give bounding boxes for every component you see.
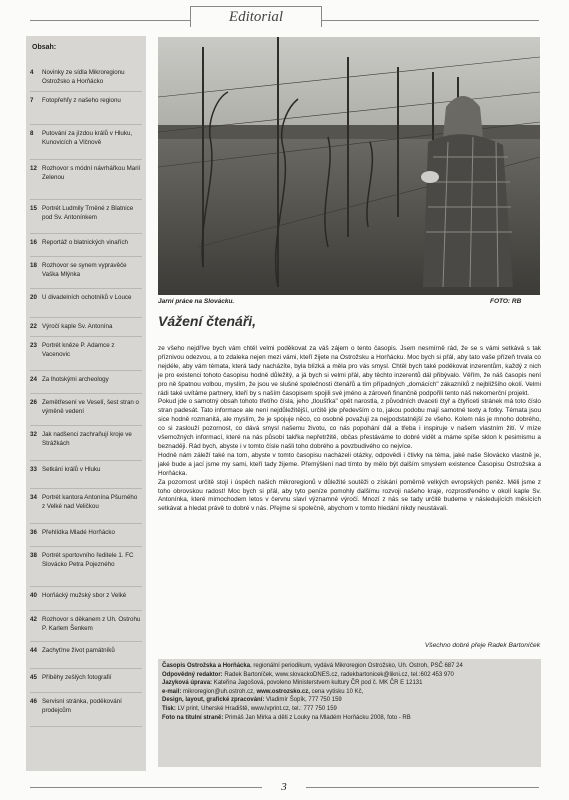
toc-divider — [26, 488, 146, 489]
imprint-label: Časopis Ostrožska a Horňácka — [162, 663, 251, 669]
toc-entry-text: Rozhovor se synem vypravěče Vaška Mlýnka — [42, 262, 127, 278]
toc-page-number: 45 — [30, 674, 37, 681]
vineyard-photo — [158, 37, 540, 295]
imprint-label: Tisk: — [162, 705, 176, 712]
toc-page-number: 46 — [30, 698, 37, 705]
imprint-label: e-mail: — [162, 688, 182, 695]
toc-divider — [26, 610, 146, 611]
toc-divider — [26, 199, 146, 200]
toc-page-number: 44 — [30, 647, 37, 654]
toc-divider — [26, 159, 146, 160]
toc-page-number: 26 — [30, 399, 37, 406]
toc-page-number: 40 — [30, 592, 37, 599]
toc-entry-text: U divadelních ochotníků v Louce — [42, 294, 132, 301]
imprint-text: Kateřina Jagošová, povoleno Ministerstvem kultury ČR pod č. MK ČR E 12131 — [212, 680, 423, 687]
imprint-text: Vladimír Šopík, 777 750 159 — [264, 697, 342, 704]
page-header — [0, 0, 569, 30]
toc-entry-text: Za lhotskými archeology — [42, 376, 109, 383]
toc-divider — [26, 425, 146, 426]
toc-divider — [26, 317, 146, 318]
toc-divider — [26, 523, 146, 524]
toc-divider — [26, 336, 146, 337]
imprint-text: , regionální periodikum, vydává Mikroregion Ostrožsko, Uh. Ostroh, PSČ 687 24 — [250, 663, 463, 669]
imprint-text: LV print, Uherské Hradiště, www.lvprint.cz, tel.: 777 750 159 — [175, 705, 337, 712]
toc-page-number: 4 — [30, 69, 34, 76]
toc-page-number: 33 — [30, 466, 37, 473]
toc-divider — [26, 124, 146, 125]
header-tab — [190, 6, 322, 27]
page-footer — [0, 778, 569, 798]
paragraph: Hodně nám záleží také na tom, abyste v tomto časopisu nacházeli otázky, odpovědi i čtivky na téma, jaké naše Slovácko vlastně je, jaké bude a jací jsme my sami, kteří tady žijeme. Přemýšlení nad tímto by mělo být dalším smyslem existence Časopisu Ostrožska a Horňácka. — [158, 451, 541, 477]
toc-entry-text: Horňácký mužský sbor z Velké — [42, 592, 127, 599]
toc-entry-text: Portrét Ludmily Trněné z Blatnice pod Sv. Antonínkem — [42, 205, 134, 221]
imprint-text: mikroregion@uh.ostroh.cz, — [181, 688, 255, 695]
toc-entry-text: Zemětřesení ve Veselí, šest stran o výměně vedení — [42, 399, 139, 415]
toc-entry-text: Jak nadšenci zachraňují kroje ve Strážkách — [42, 431, 132, 447]
toc-entry-text: Zachyťme život památníků — [42, 647, 115, 654]
toc-entry-text: Portrét kantora Antonína Pšurného z Velké nad Veličkou — [42, 494, 138, 510]
toc-page-number: 7 — [30, 97, 34, 104]
imprint-label: Design, layout, grafické zpracování: — [162, 697, 265, 704]
toc-divider — [26, 256, 146, 257]
toc-page-number: 22 — [30, 323, 37, 330]
toc-page-number: 34 — [30, 494, 37, 501]
toc-entry-text: Přehlídka Mladé Horňácko — [42, 529, 115, 536]
toc-entry-text: Příběhy zešlých fotografií — [42, 674, 112, 681]
toc-page-number: 36 — [30, 529, 37, 536]
toc-entry-text: Portrét sportovního ředitele 1. FC Slovácko Petra Pojezného — [42, 552, 134, 568]
toc-divider — [26, 546, 146, 547]
paragraph: ze všeho nejdříve bych vám chtěl velmi poděkovat za váš zájem o tento časopis. Jsem nesmírně rád, že se s vámi setkává s tak příznivou odezvou, a to zdaleka nejen mezi vámi, kteří žijete na Ostrožsku a Horňácku. Moc bych si přál, aby tato vaše přízeň trvala co nejdéle, aby vám témata, která tady nacházíte, byla blízká a měla pro vás smysl. Chtěl bych také poděkovat inzerentům, každý z nich je pro existenci tohoto časopisu hodně důležitý, a já bych si velmi přál, aby těchto inzerentů dál přibývalo. Věřím, že náš časopis není pro ně špatnou volbou, myslím, že jsou ve slušné společnosti čtenářů a tím případných „domácích" zákazníků z nejbližšího okolí. Velmi rádi také uvítáme partnery, kteří by s naším časopisem spojili své jméno a zároveň finančně podpořili tento náš nekomerční projekt. — [158, 345, 541, 397]
toc-entry-text: Fotopřehľy z našeho regionu — [42, 97, 121, 104]
section-title: Editorial — [228, 9, 284, 25]
page-number: 3 — [262, 778, 306, 796]
imprint-box — [158, 659, 541, 767]
toc-page-number: 42 — [30, 616, 37, 623]
toc-page-number: 12 — [30, 165, 37, 172]
toc-divider — [26, 668, 146, 669]
signature: Všechno dobré přeje Radek Bartoníček — [424, 642, 540, 649]
toc-page-number: 20 — [30, 294, 37, 301]
toc-page-number: 32 — [30, 431, 37, 438]
paragraph: Za pozornost určitě stojí i úspěch našich mikroregionů v důležité soutěži o získání poměrně velkých evropských peněz. Měli jsme z toho obrovskou radost! Moc bych si přál, aby tyto peníze pomohly dalšímu rozvoji našeho kraje, rozprostřeného v okolí kaple Sv. Antonínka, které mimochodem letos v červnu slaví významné výročí. Mnozí z nás se tady určitě budeme v následujících měsících setkávat a hledat právě to dobré v nás. Přejme si společně, abychom v tomto hledání nikdy neustávali. — [158, 478, 541, 513]
article-heading: Vážení čtenáři, — [158, 313, 257, 329]
toc-page-number: 8 — [30, 130, 34, 137]
toc-divider — [26, 233, 146, 234]
table-of-contents — [26, 36, 146, 771]
toc-divider — [26, 726, 146, 727]
toc-title: Obsah: — [32, 44, 57, 51]
toc-entry-text: Rozhovor s děkanem z Uh. Ostrohu P. Karlem Šenkem — [42, 616, 141, 632]
toc-page-number: 18 — [30, 262, 37, 269]
toc-page-number: 24 — [30, 376, 37, 383]
toc-divider — [26, 586, 146, 587]
toc-page-number: 23 — [30, 342, 37, 349]
paragraph: Pokud jde o samotný obsah tohoto třetího čísla, jeho „tloušťka" opět narostla, z původních dvaceti čtyř a čtyřiceti stránek má toto číslo stran padesát. Tato informace ale není nejdůležitější, určitě jde především o to, jakou podobu mají samotné texty a fotky. Témata jsou sice hodně rozmanitá, ale myslím, že je spojuje něco, co osobně považuji za nejpodstatnější ze všeho. Kolem nás je mnoho dobrého, co si zaslouží pozornost, co dává smysl našemu životu, co nás popohání dál a třeba i inspiruje v našem vlastním žití. V míze všemožných informací, které na nás působí takřka nepřetržitě, občas přestáváme to dobré vidět a máme spíše sklon k pesimismu a beznaději. Rád bych, abyste i v tomto čísle našli toho dobrého a povzbudivého co nejvíce. — [158, 398, 541, 450]
imprint-label: Jazyková úprava: — [162, 680, 213, 687]
toc-divider — [26, 692, 146, 693]
toc-entry-text: Putování za jízdou králů v Hluku, Kunovicích a Vlčnově — [42, 130, 133, 146]
toc-page-number: 15 — [30, 205, 37, 212]
toc-divider — [26, 91, 146, 92]
cover-photo — [158, 37, 540, 295]
toc-entry-text: Setkání králů v Hluku — [42, 466, 101, 473]
toc-divider — [26, 288, 146, 289]
imprint-text: cena vytisku 10 Kč, — [309, 688, 364, 695]
imprint-text: Radek Bartoníček, www.slovackoDNES.cz, radekbartonicek@likni.cz, tel.:602 453 970 — [222, 671, 454, 678]
toc-page-number: 16 — [30, 239, 37, 246]
toc-entry-text: Rozhovor s módní návrhářkou Marií Zelenou — [42, 165, 141, 181]
photo-caption: Jarní práce na Slovácku. — [158, 298, 235, 305]
imprint-text: Primáš Jan Mirka a děti z Louky na Mladém Horňácku 2008, foto - RB — [223, 714, 411, 721]
toc-entry-text: Novinky ze sídla Mikroregionu Ostrožsko a Horňácko — [42, 69, 125, 85]
toc-divider — [26, 460, 146, 461]
toc-entry-text: Reportáž o blatnických vinařích — [42, 239, 128, 246]
photo-credit: FOTO: RB — [490, 298, 522, 305]
article-body — [158, 345, 541, 514]
toc-entry-text: Portrét kněze P. Adamce z Vacenovic — [42, 342, 115, 358]
toc-divider — [26, 370, 146, 371]
website-link[interactable]: www.ostrozsko.cz, — [254, 688, 310, 695]
toc-divider — [26, 393, 146, 394]
toc-divider — [26, 641, 146, 642]
imprint-label: Foto na titulní straně: — [162, 714, 224, 721]
toc-page-number: 38 — [30, 552, 37, 559]
toc-entry-text: Výročí kaple Sv. Antonína — [42, 323, 113, 330]
imprint-label: Odpovědný redaktor: — [162, 671, 223, 678]
toc-entry-text: Servisní stránka, poděkování prodejcům — [42, 698, 122, 714]
